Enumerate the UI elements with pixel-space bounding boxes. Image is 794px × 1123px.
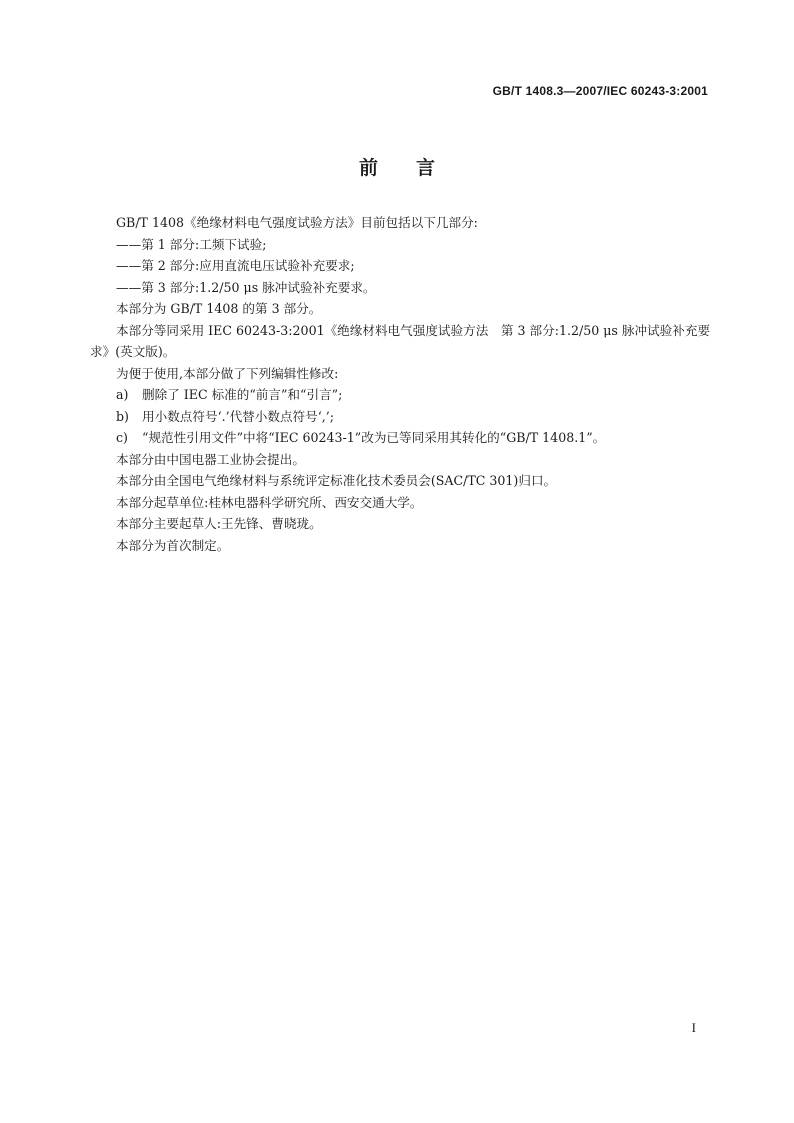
- list-text: 用小数点符号‘.’代替小数点符号‘,’;: [142, 408, 334, 424]
- standard-code: GB/T 1408.3—2007/IEC 60243-3:2001: [492, 84, 708, 98]
- part-list-item: ——第 2 部分:应用直流电压试验补充要求;: [116, 258, 355, 273]
- preface-body: [90, 212, 715, 556]
- paragraph-intro: GB/T 1408《绝缘材料电气强度试验方法》目前包括以下几部分:: [116, 215, 478, 230]
- list-marker: c): [116, 430, 128, 445]
- page-title: [0, 153, 794, 180]
- part-list-item: ——第 3 部分:1.2/50 μs 脉冲试验补充要求。: [116, 279, 376, 295]
- edit-list-item: [90, 427, 715, 449]
- edit-list-item: [90, 406, 715, 428]
- list-text: “规范性引用文件”中将“IEC 60243-1”改为已等同采用其转化的“GB/T 1408.1”。: [142, 430, 606, 445]
- paragraph-proposer: 本部分由中国电器工业协会提出。: [116, 451, 305, 467]
- paragraph-drafters: 本部分主要起草人:王先锋、曹晓珑。: [116, 516, 322, 531]
- title-char-1: 前: [358, 157, 378, 179]
- list-text: 删除了 IEC 标准的“前言”和“引言”;: [142, 387, 343, 402]
- paragraph-drafting-units: 本部分起草单位:桂林电器科学研究所、西安交通大学。: [116, 494, 423, 510]
- paragraph-editorial-intro: 为便于使用,本部分做了下列编辑性修改:: [116, 365, 339, 381]
- edit-list-item: [90, 384, 715, 406]
- title-char-2: 言: [416, 157, 436, 179]
- part-list-item: ——第 1 部分:工频下试验;: [116, 236, 267, 252]
- paragraph-first-edition: 本部分为首次制定。: [116, 537, 230, 553]
- list-marker: b): [116, 408, 129, 424]
- list-marker: a): [116, 387, 129, 402]
- paragraph-equivalence: 本部分等同采用 IEC 60243-3:2001《绝缘材料电气强度试验方法 第 3 部分:1.2/50 μs 脉冲试验补充要求》(英文版)。: [90, 322, 711, 359]
- paragraph-committee: 本部分由全国电气绝缘材料与系统评定标准化技术委员会(SAC/TC 301)归口。: [116, 473, 557, 488]
- page-number: I: [691, 1020, 696, 1035]
- paragraph-part-statement: 本部分为 GB/T 1408 的第 3 部分。: [116, 301, 322, 316]
